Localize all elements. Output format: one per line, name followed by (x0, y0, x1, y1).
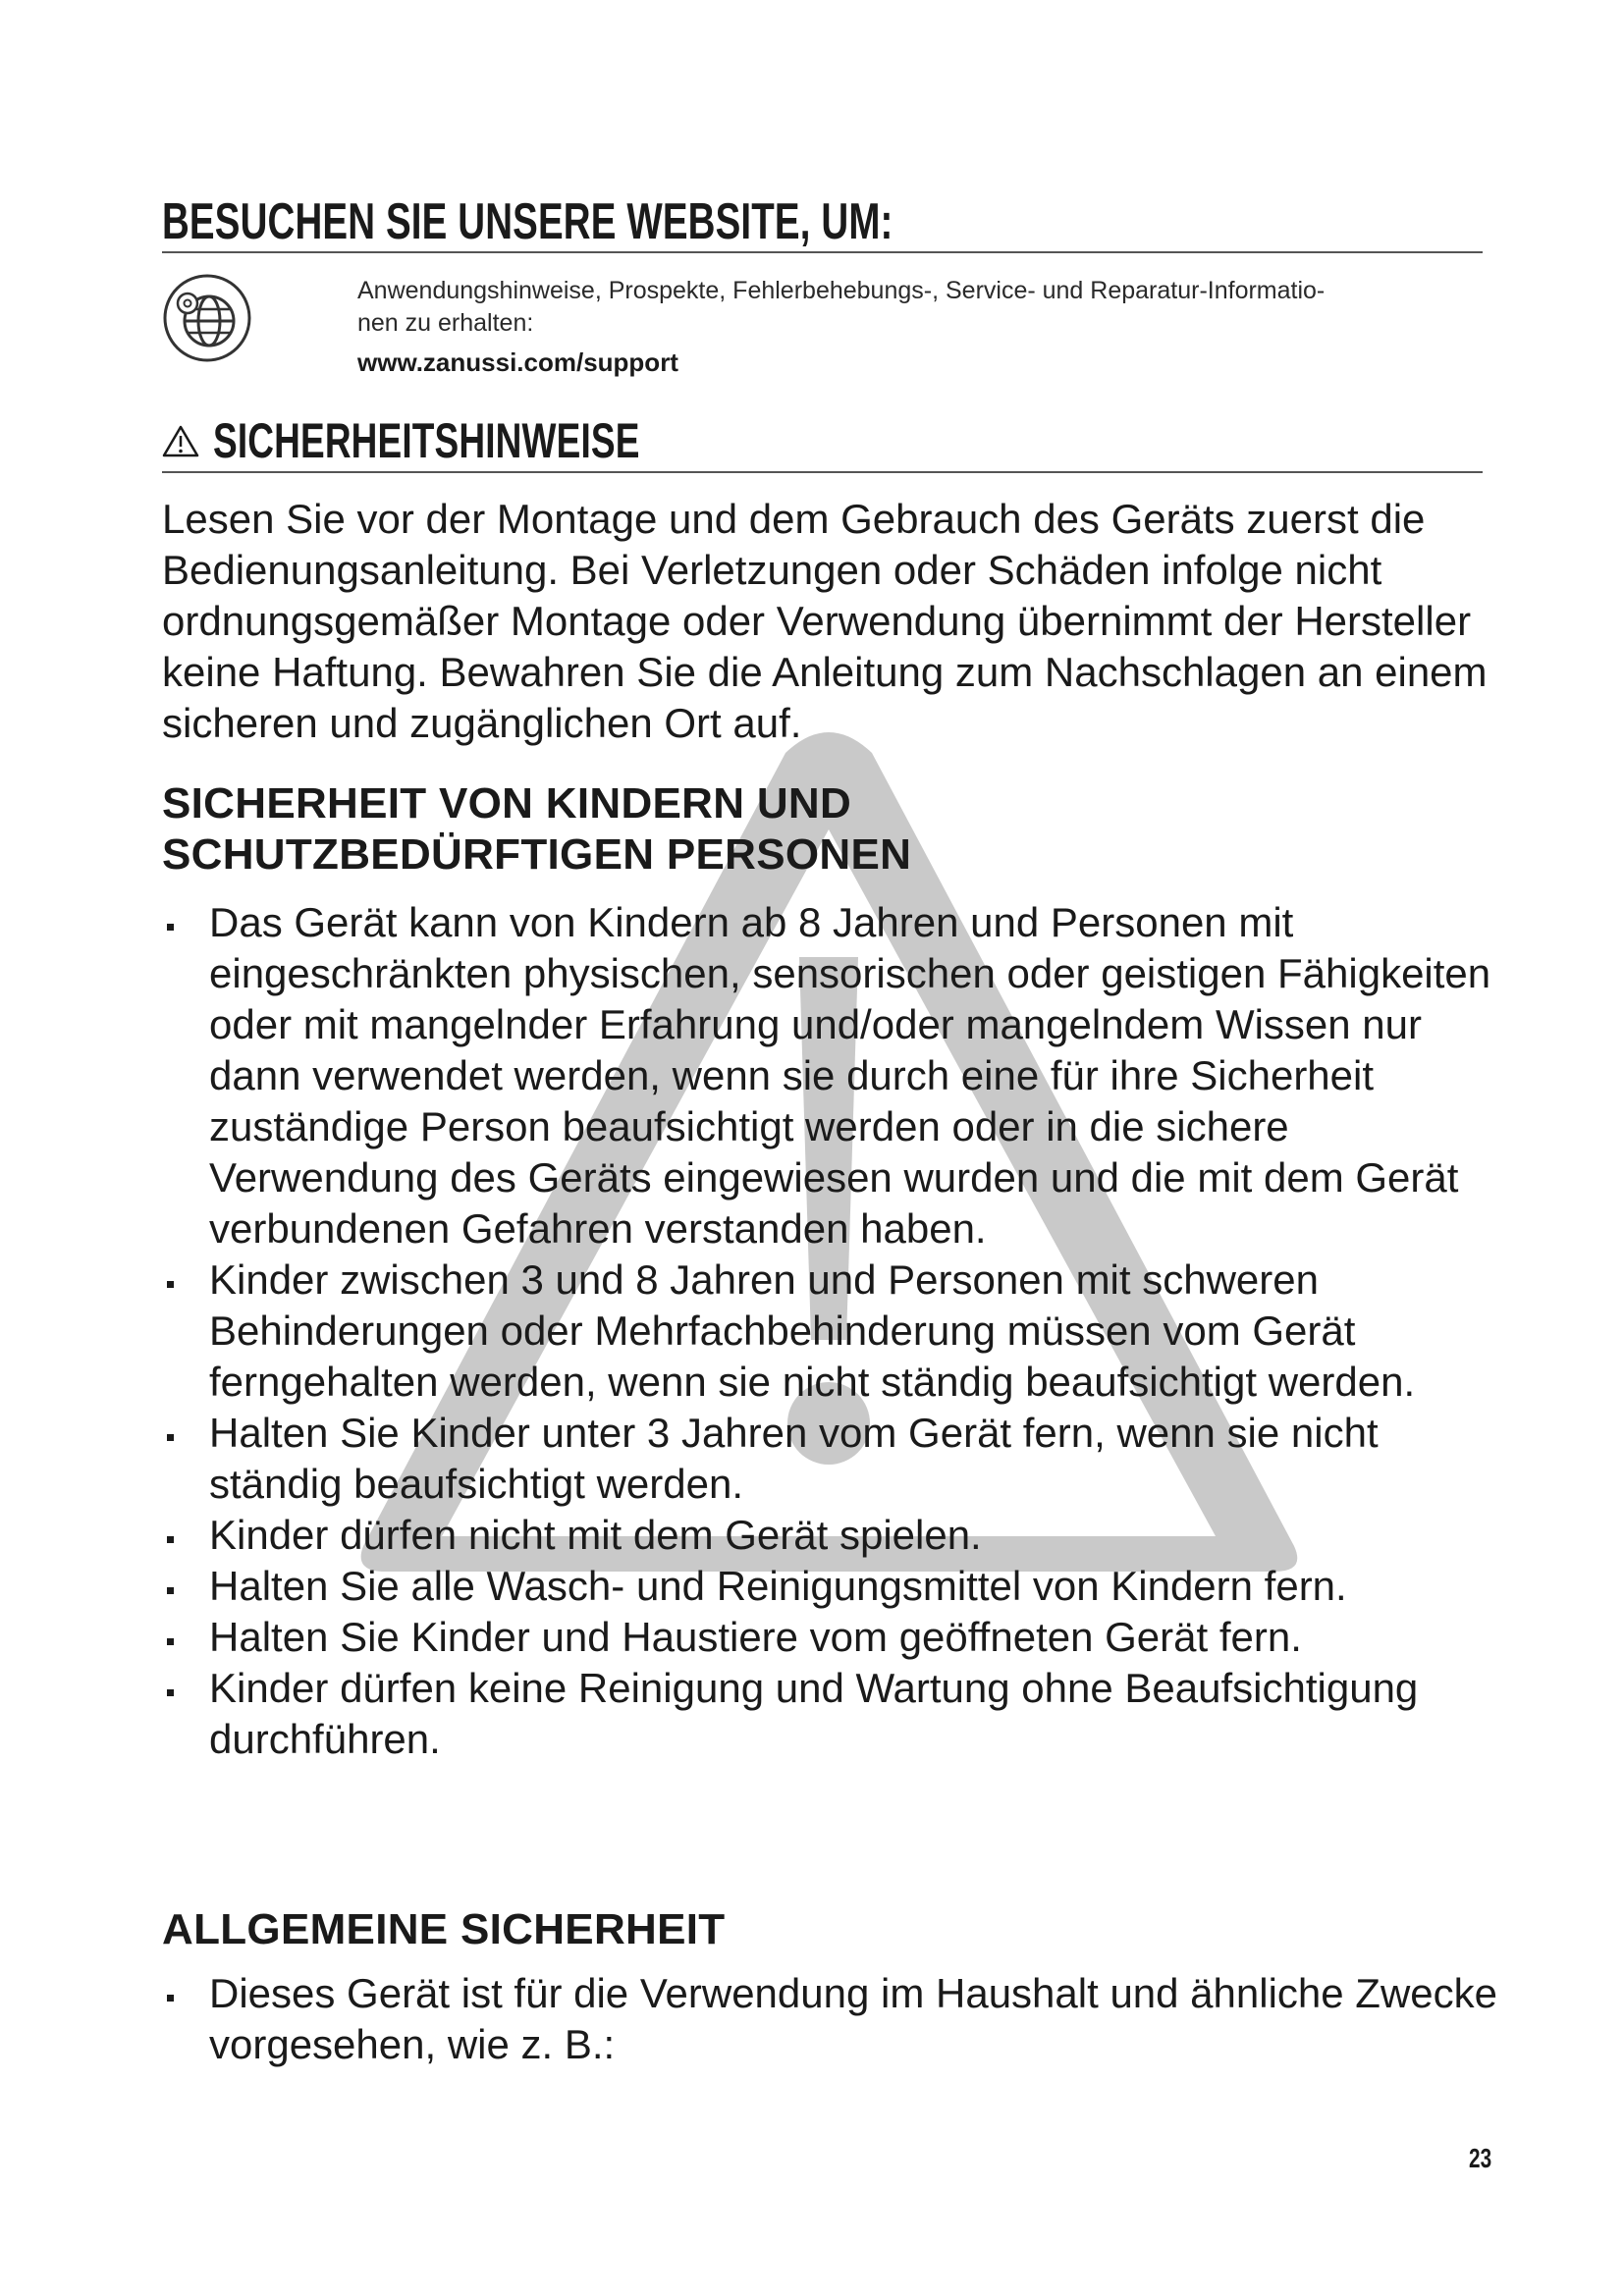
list-item-text: Halten Sie alle Wasch- und Reinigungsmittel von Kindern fern. (209, 1563, 1347, 1609)
support-description-line1: Anwendungshinweise, Prospekte, Fehlerbehebungs-, Service- und Reparatur-Informatio- (357, 277, 1326, 304)
list-item-text: Dieses Gerät ist für die Verwendung im Haushalt und ähnliche Zwecke vorgesehen, wie z. B.: (209, 1970, 1498, 2067)
list-item (162, 897, 1497, 1255)
heading-rule (162, 251, 1483, 253)
bullet-marker (167, 1689, 174, 1696)
safety-intro-paragraph: Lesen Sie vor der Montage und dem Gebrauch des Geräts zuerst die Bedienungsanleitung. Bei Verletzungen oder Schäden infolge nicht ordnungsgemäßer Montage oder Verwendung übernimmt der Hersteller keine Haftung. Bewahren Sie die Anleitung zum Nachschlagen an einem sicheren und zugänglichen Ort auf. (162, 496, 1488, 746)
bullet-marker (167, 1434, 174, 1441)
support-url-link[interactable]: www.zanussi.com/support (357, 347, 678, 377)
general-safety-list (162, 1968, 1497, 2070)
list-item-text: Kinder dürfen nicht mit dem Gerät spielen. (209, 1512, 982, 1558)
list-item-text: Halten Sie Kinder unter 3 Jahren vom Gerät fern, wenn sie nicht ständig beaufsichtigt werden. (209, 1410, 1379, 1507)
list-item (162, 1663, 1497, 1765)
kids-heading-line2: SCHUTZBEDÜRFTIGEN PERSONEN (162, 830, 912, 879)
list-item (162, 1255, 1497, 1408)
general-safety-heading: ALLGEMEINE SICHERHEIT (162, 1905, 726, 1953)
safety-heading-text: SICHERHEITSHINWEISE (213, 413, 640, 468)
kids-safety-heading (162, 778, 911, 881)
support-description-line2: nen zu erhalten: (357, 309, 534, 337)
list-item (162, 1561, 1497, 1612)
list-item-text: Kinder dürfen keine Reinigung und Wartung ohne Beaufsichtigung durchführen. (209, 1665, 1419, 1762)
bullet-marker (167, 924, 174, 931)
list-item (162, 1612, 1497, 1663)
page-number: 23 (1469, 2143, 1492, 2173)
visit-heading: BESUCHEN SIE UNSERE WEBSITE, UM: (162, 193, 893, 250)
kids-safety-list (162, 897, 1497, 1765)
list-item-text: Halten Sie Kinder und Haustiere vom geöffneten Gerät fern. (209, 1614, 1302, 1660)
list-item (162, 1968, 1497, 2070)
bullet-marker (167, 1638, 174, 1645)
bullet-marker (167, 1995, 174, 2002)
warning-triangle-icon (162, 424, 199, 457)
globe-at-icon (162, 273, 252, 363)
list-item (162, 1510, 1497, 1561)
support-description (357, 275, 1477, 340)
kids-heading-line1: SICHERHEIT VON KINDERN UND (162, 779, 852, 828)
safety-heading (162, 412, 789, 469)
list-item (162, 1408, 1497, 1510)
heading-rule (162, 471, 1483, 473)
bullet-marker (167, 1587, 174, 1594)
bullet-marker (167, 1281, 174, 1288)
list-item-text: Das Gerät kann von Kindern ab 8 Jahren und Personen mit eingeschränkten physischen, sensorischen oder geistigen Fähigkeiten oder mit mangelnder Erfahrung und/oder mangelndem Wissen nur dann verwendet werden, wenn sie durch eine für ihre Sicherheit zuständige Person beaufsichtigt werden oder in die sichere Verwendung des Geräts eingewiesen wurden und die mit dem Gerät verbundenen Gefahren verstanden haben. (209, 899, 1491, 1252)
list-item-text: Kinder zwischen 3 und 8 Jahren und Personen mit schweren Behinderungen oder Mehrfachbehinderung müssen vom Gerät ferngehalten werden, wenn sie nicht ständig beaufsichtigt werden. (209, 1256, 1416, 1405)
bullet-marker (167, 1536, 174, 1543)
